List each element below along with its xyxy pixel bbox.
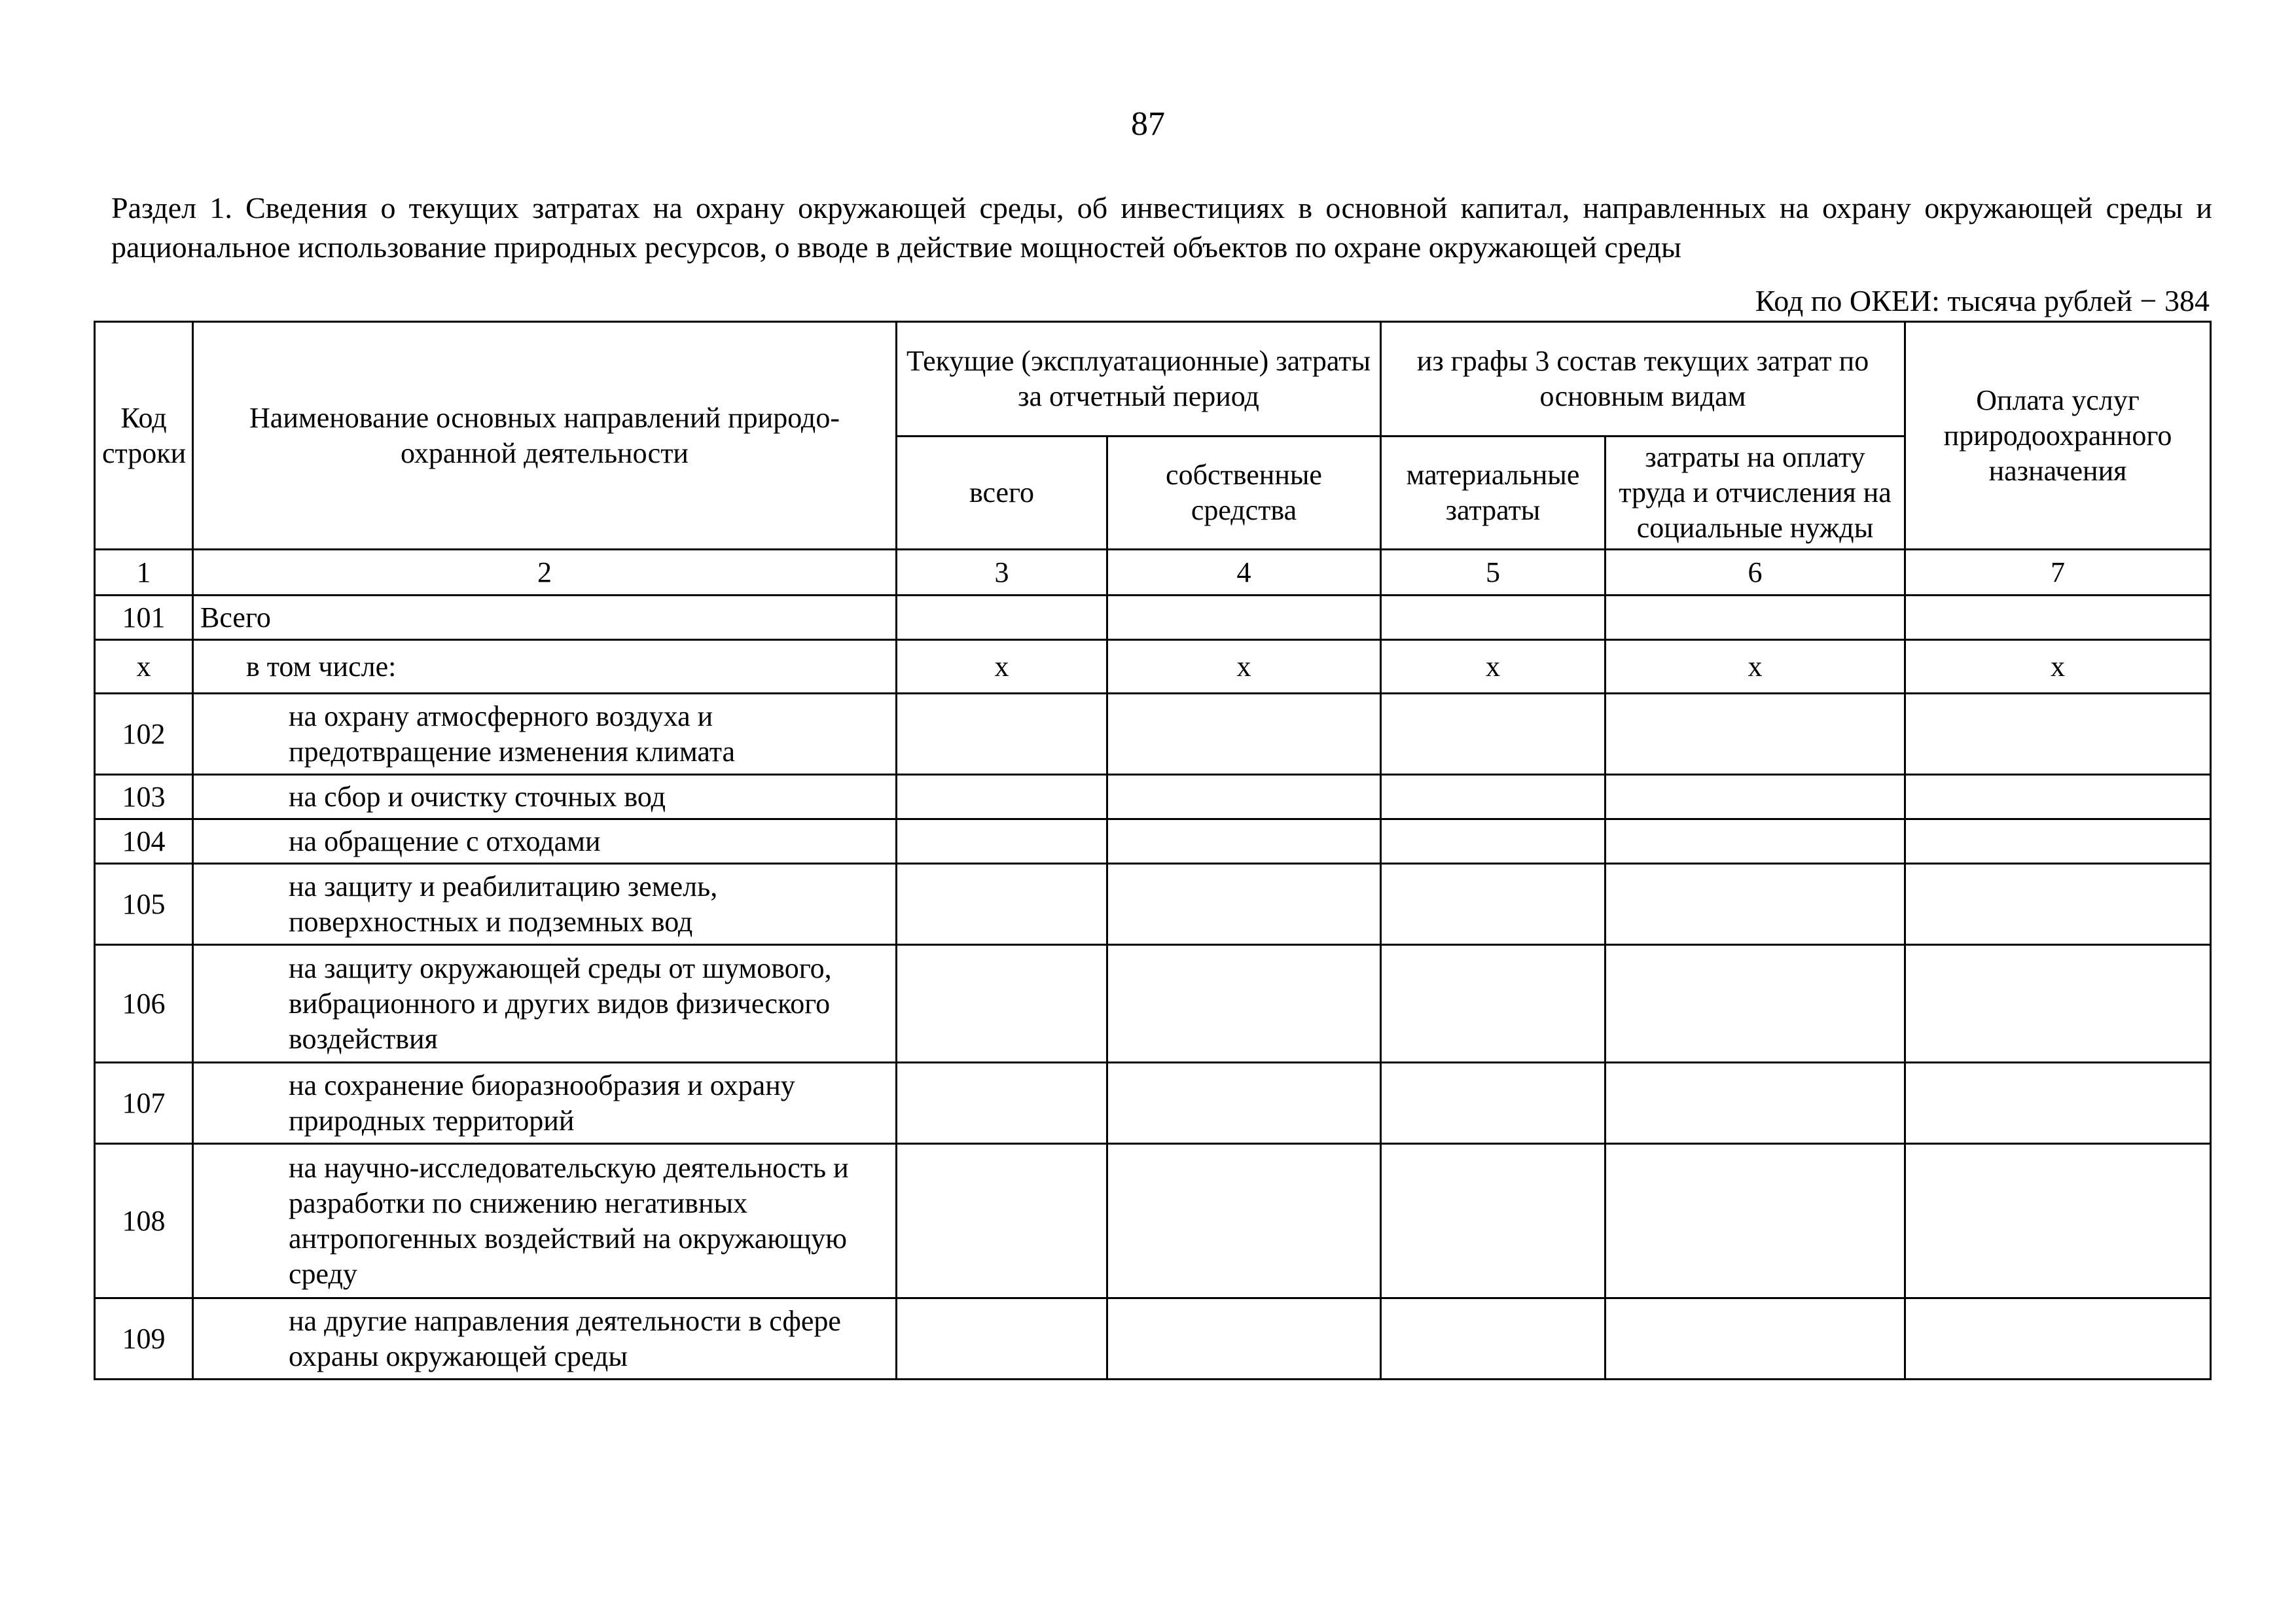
column-number: 4 — [1107, 550, 1381, 596]
value-cell[interactable] — [1107, 596, 1381, 640]
value-cell[interactable] — [1107, 1063, 1381, 1144]
value-cell[interactable] — [1381, 945, 1605, 1063]
value-cell[interactable] — [1605, 775, 1905, 819]
header-own-funds: собственные средства — [1107, 437, 1381, 550]
header-current-costs: Текущие (эксплуатационные) затраты за отчетный период — [897, 322, 1381, 437]
value-cell[interactable] — [1905, 1144, 2211, 1298]
value-cell[interactable] — [1905, 694, 2211, 775]
table-row — [95, 819, 2211, 864]
value-cell[interactable] — [897, 945, 1107, 1063]
column-number-row — [95, 550, 2211, 596]
page-number: 87 — [1131, 105, 1165, 143]
row-name: на сбор и очистку сточных вод — [193, 775, 897, 819]
table-row — [95, 1144, 2211, 1298]
value-cell[interactable] — [1107, 819, 1381, 864]
row-code: 108 — [95, 1144, 193, 1298]
table-row — [95, 1063, 2211, 1144]
form-table — [94, 321, 2212, 1380]
value-cell[interactable] — [1605, 1298, 1905, 1380]
value-cell[interactable]: х — [1381, 640, 1605, 694]
value-cell[interactable] — [897, 694, 1107, 775]
header-total: всего — [897, 437, 1107, 550]
column-number: 1 — [95, 550, 193, 596]
value-cell[interactable] — [1605, 819, 1905, 864]
value-cell[interactable] — [1107, 1144, 1381, 1298]
value-cell[interactable] — [1107, 1298, 1381, 1380]
value-cell[interactable] — [1905, 775, 2211, 819]
value-cell[interactable]: х — [1605, 640, 1905, 694]
row-name: на защиту и реабилитацию земель, поверхностных и подземных вод — [193, 864, 897, 945]
value-cell[interactable] — [1381, 1144, 1605, 1298]
value-cell[interactable] — [1381, 819, 1605, 864]
value-cell[interactable] — [1605, 596, 1905, 640]
value-cell[interactable]: х — [1905, 640, 2211, 694]
value-cell[interactable] — [897, 864, 1107, 945]
row-code: 101 — [95, 596, 193, 640]
table-row — [95, 945, 2211, 1063]
value-cell[interactable] — [1381, 1063, 1605, 1144]
row-name: на обращение с отходами — [193, 819, 897, 864]
value-cell[interactable] — [897, 1298, 1107, 1380]
value-cell[interactable] — [1107, 775, 1381, 819]
header-services: Оплата услуг природоохранного назначения — [1905, 322, 2211, 550]
header-name: Наименование основных направлений природо-охранной деятельности — [193, 322, 897, 550]
row-name: на научно-исследовательскую деятельность и разработки по снижению негативных антропогенных воздействий на окружающую среду — [193, 1144, 897, 1298]
units-note: Код по ОКЕИ: тысяча рублей − 384 — [1755, 284, 2210, 317]
value-cell[interactable] — [1381, 775, 1605, 819]
header-labor: затраты на оплату труда и отчисления на социальные нужды — [1605, 437, 1905, 550]
value-cell[interactable] — [1605, 864, 1905, 945]
row-code: 107 — [95, 1063, 193, 1144]
row-name: на другие направления деятельности в сфере охраны окружающей среды — [193, 1298, 897, 1380]
table-row — [95, 775, 2211, 819]
table-row — [95, 694, 2211, 775]
column-number: 6 — [1605, 550, 1905, 596]
value-cell[interactable] — [897, 775, 1107, 819]
value-cell[interactable] — [1107, 864, 1381, 945]
value-cell[interactable] — [1381, 694, 1605, 775]
table-row — [95, 596, 2211, 640]
column-number: 2 — [193, 550, 897, 596]
row-code: 102 — [95, 694, 193, 775]
value-cell[interactable] — [1605, 1063, 1905, 1144]
value-cell[interactable] — [1905, 1063, 2211, 1144]
value-cell[interactable] — [1107, 694, 1381, 775]
row-code: 104 — [95, 819, 193, 864]
value-cell[interactable] — [1905, 596, 2211, 640]
column-number: 3 — [897, 550, 1107, 596]
row-code: 106 — [95, 945, 193, 1063]
value-cell[interactable] — [1905, 1298, 2211, 1380]
value-cell[interactable] — [897, 596, 1107, 640]
value-cell[interactable] — [1605, 945, 1905, 1063]
table-row — [95, 864, 2211, 945]
column-number: 5 — [1381, 550, 1605, 596]
row-name: Всего — [193, 596, 897, 640]
value-cell[interactable]: х — [897, 640, 1107, 694]
value-cell[interactable] — [1605, 694, 1905, 775]
row-name: на защиту окружающей среды от шумового, вибрационного и других видов физического воздействия — [193, 945, 897, 1063]
header-material: материальные затраты — [1381, 437, 1605, 550]
value-cell[interactable] — [1381, 596, 1605, 640]
value-cell[interactable] — [897, 819, 1107, 864]
header-code: Код строки — [95, 322, 193, 550]
value-cell[interactable] — [1905, 945, 2211, 1063]
value-cell[interactable] — [1905, 864, 2211, 945]
value-cell[interactable] — [897, 1144, 1107, 1298]
value-cell[interactable] — [897, 1063, 1107, 1144]
row-code: х — [95, 640, 193, 694]
table-row — [95, 640, 2211, 694]
value-cell[interactable] — [1905, 819, 2211, 864]
value-cell[interactable] — [1107, 945, 1381, 1063]
value-cell[interactable]: х — [1107, 640, 1381, 694]
row-code: 103 — [95, 775, 193, 819]
value-cell[interactable] — [1381, 864, 1605, 945]
row-code: 105 — [95, 864, 193, 945]
section-title: Раздел 1. Сведения о текущих затратах на охрану окружающей среды, об инвестициях в основной капитал, направленных на охрану окружающей среды и рациональное использование природных ресурсов, о вводе в действие мощностей объектов по охране окружающей среды — [111, 191, 2212, 264]
header-from-col3: из графы 3 состав текущих затрат по основным видам — [1381, 322, 1905, 437]
row-name: в том числе: — [193, 640, 897, 694]
row-code: 109 — [95, 1298, 193, 1380]
table-row — [95, 1298, 2211, 1380]
value-cell[interactable] — [1605, 1144, 1905, 1298]
column-number: 7 — [1905, 550, 2211, 596]
value-cell[interactable] — [1381, 1298, 1605, 1380]
row-name: на сохранение биоразнообразия и охрану природных территорий — [193, 1063, 897, 1144]
row-name: на охрану атмосферного воздуха и предотвращение изменения климата — [193, 694, 897, 775]
